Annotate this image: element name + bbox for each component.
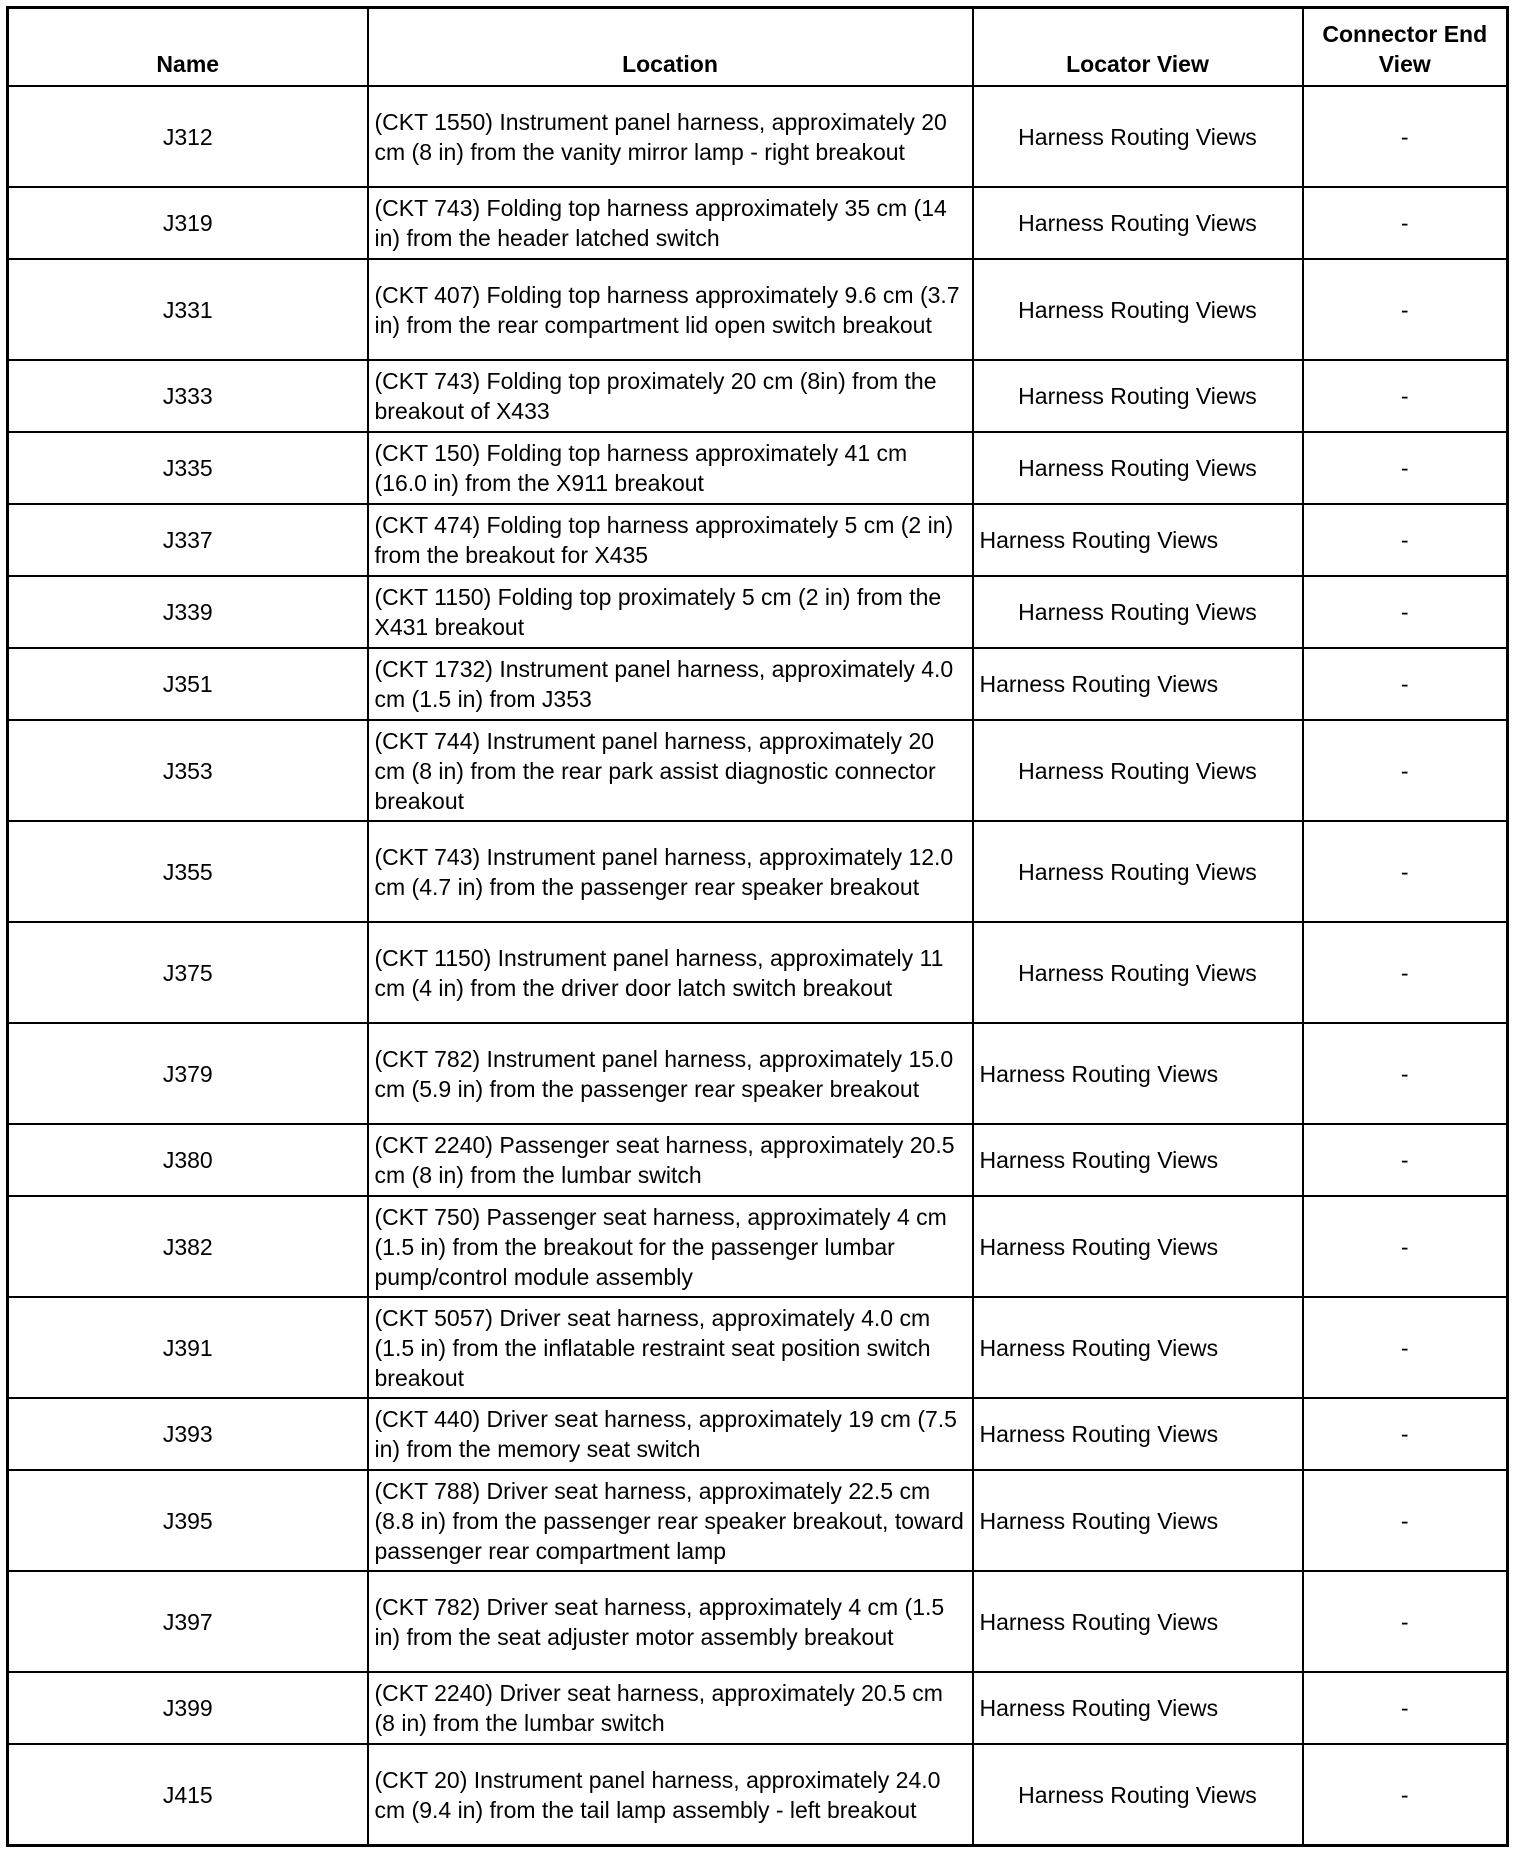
cell-connector-end-view: - xyxy=(1303,1672,1508,1744)
cell-connector-end-view: - xyxy=(1303,576,1508,648)
cell-location: (CKT 2240) Passenger seat harness, approximately 20.5 cm (8 in) from the lumbar switch xyxy=(368,1124,973,1196)
cell-locator-view: Harness Routing Views xyxy=(973,259,1303,360)
cell-locator-view: Harness Routing Views xyxy=(973,922,1303,1023)
table-row xyxy=(8,922,1508,1023)
cell-locator-view: Harness Routing Views xyxy=(973,1297,1303,1398)
cell-location: (CKT 744) Instrument panel harness, approximately 20 cm (8 in) from the rear park assist diagnostic connector breakout xyxy=(368,720,973,821)
table-row xyxy=(8,1470,1508,1571)
table-row xyxy=(8,1196,1508,1297)
cell-connector-end-view: - xyxy=(1303,432,1508,504)
cell-connector-end-view: - xyxy=(1303,504,1508,576)
cell-location: (CKT 20) Instrument panel harness, approximately 24.0 cm (9.4 in) from the tail lamp assembly - left breakout xyxy=(368,1744,973,1846)
cell-name: J335 xyxy=(8,432,368,504)
table-row xyxy=(8,576,1508,648)
cell-name: J333 xyxy=(8,360,368,432)
cell-location: (CKT 788) Driver seat harness, approximately 22.5 cm (8.8 in) from the passenger rear speaker breakout, toward passenger rear compartment lamp xyxy=(368,1470,973,1571)
cell-name: J399 xyxy=(8,1672,368,1744)
cell-name: J339 xyxy=(8,576,368,648)
cell-locator-view: Harness Routing Views xyxy=(973,648,1303,720)
cell-locator-view: Harness Routing Views xyxy=(973,720,1303,821)
cell-name: J393 xyxy=(8,1398,368,1470)
cell-name: J331 xyxy=(8,259,368,360)
table-row xyxy=(8,1398,1508,1470)
table-row xyxy=(8,720,1508,821)
cell-location: (CKT 743) Folding top harness approximately 35 cm (14 in) from the header latched switch xyxy=(368,187,973,259)
cell-location: (CKT 1732) Instrument panel harness, approximately 4.0 cm (1.5 in) from J353 xyxy=(368,648,973,720)
cell-location: (CKT 743) Instrument panel harness, approximately 12.0 cm (4.7 in) from the passenger rear speaker breakout xyxy=(368,821,973,922)
connector-table xyxy=(6,6,1509,1847)
cell-locator-view: Harness Routing Views xyxy=(973,360,1303,432)
cell-location: (CKT 1550) Instrument panel harness, approximately 20 cm (8 in) from the vanity mirror lamp - right breakout xyxy=(368,86,973,187)
cell-name: J397 xyxy=(8,1571,368,1672)
cell-connector-end-view: - xyxy=(1303,1196,1508,1297)
cell-locator-view: Harness Routing Views xyxy=(973,1124,1303,1196)
cell-connector-end-view: - xyxy=(1303,1297,1508,1398)
cell-connector-end-view: - xyxy=(1303,821,1508,922)
cell-location: (CKT 782) Driver seat harness, approximately 4 cm (1.5 in) from the seat adjuster motor assembly breakout xyxy=(368,1571,973,1672)
cell-connector-end-view: - xyxy=(1303,1023,1508,1124)
table-row xyxy=(8,360,1508,432)
table-row xyxy=(8,86,1508,187)
cell-locator-view: Harness Routing Views xyxy=(973,1470,1303,1571)
table-row xyxy=(8,648,1508,720)
cell-locator-view: Harness Routing Views xyxy=(973,1571,1303,1672)
cell-locator-view: Harness Routing Views xyxy=(973,432,1303,504)
header-location: Location xyxy=(368,8,973,87)
cell-name: J337 xyxy=(8,504,368,576)
cell-connector-end-view: - xyxy=(1303,922,1508,1023)
cell-locator-view: Harness Routing Views xyxy=(973,1672,1303,1744)
table-row xyxy=(8,259,1508,360)
cell-connector-end-view: - xyxy=(1303,187,1508,259)
cell-connector-end-view: - xyxy=(1303,1470,1508,1571)
cell-locator-view: Harness Routing Views xyxy=(973,187,1303,259)
table-row xyxy=(8,1571,1508,1672)
cell-connector-end-view: - xyxy=(1303,1124,1508,1196)
header-connector-end-view: Connector End View xyxy=(1303,8,1508,87)
cell-name: J351 xyxy=(8,648,368,720)
cell-locator-view: Harness Routing Views xyxy=(973,1744,1303,1846)
cell-locator-view: Harness Routing Views xyxy=(973,1398,1303,1470)
cell-location: (CKT 440) Driver seat harness, approximately 19 cm (7.5 in) from the memory seat switch xyxy=(368,1398,973,1470)
cell-connector-end-view: - xyxy=(1303,648,1508,720)
cell-location: (CKT 407) Folding top harness approximately 9.6 cm (3.7 in) from the rear compartment lid open switch breakout xyxy=(368,259,973,360)
cell-name: J355 xyxy=(8,821,368,922)
header-locator-view: Locator View xyxy=(973,8,1303,87)
table-row xyxy=(8,1672,1508,1744)
cell-name: J395 xyxy=(8,1470,368,1571)
cell-location: (CKT 150) Folding top harness approximately 41 cm (16.0 in) from the X911 breakout xyxy=(368,432,973,504)
cell-locator-view: Harness Routing Views xyxy=(973,576,1303,648)
cell-locator-view: Harness Routing Views xyxy=(973,1023,1303,1124)
cell-connector-end-view: - xyxy=(1303,1571,1508,1672)
cell-name: J312 xyxy=(8,86,368,187)
table-row xyxy=(8,1297,1508,1398)
cell-connector-end-view: - xyxy=(1303,86,1508,187)
cell-connector-end-view: - xyxy=(1303,720,1508,821)
cell-location: (CKT 5057) Driver seat harness, approximately 4.0 cm (1.5 in) from the inflatable restraint seat position switch breakout xyxy=(368,1297,973,1398)
table-row xyxy=(8,504,1508,576)
cell-connector-end-view: - xyxy=(1303,1744,1508,1846)
cell-connector-end-view: - xyxy=(1303,1398,1508,1470)
cell-name: J391 xyxy=(8,1297,368,1398)
cell-location: (CKT 474) Folding top harness approximately 5 cm (2 in) from the breakout for X435 xyxy=(368,504,973,576)
cell-location: (CKT 750) Passenger seat harness, approximately 4 cm (1.5 in) from the breakout for the passenger lumbar pump/control module assembly xyxy=(368,1196,973,1297)
cell-locator-view: Harness Routing Views xyxy=(973,821,1303,922)
cell-name: J353 xyxy=(8,720,368,821)
cell-location: (CKT 2240) Driver seat harness, approximately 20.5 cm (8 in) from the lumbar switch xyxy=(368,1672,973,1744)
table-row xyxy=(8,187,1508,259)
header-name: Name xyxy=(8,8,368,87)
document-sheet xyxy=(6,6,1509,1847)
cell-name: J382 xyxy=(8,1196,368,1297)
table-row xyxy=(8,1744,1508,1846)
cell-location: (CKT 1150) Folding top proximately 5 cm (2 in) from the X431 breakout xyxy=(368,576,973,648)
cell-locator-view: Harness Routing Views xyxy=(973,86,1303,187)
cell-name: J319 xyxy=(8,187,368,259)
table-row xyxy=(8,432,1508,504)
table-row xyxy=(8,821,1508,922)
cell-connector-end-view: - xyxy=(1303,360,1508,432)
table-header-row xyxy=(8,8,1508,87)
table-row xyxy=(8,1124,1508,1196)
cell-location: (CKT 1150) Instrument panel harness, approximately 11 cm (4 in) from the driver door latch switch breakout xyxy=(368,922,973,1023)
cell-locator-view: Harness Routing Views xyxy=(973,504,1303,576)
table-row xyxy=(8,1023,1508,1124)
cell-name: J380 xyxy=(8,1124,368,1196)
cell-location: (CKT 782) Instrument panel harness, approximately 15.0 cm (5.9 in) from the passenger rear speaker breakout xyxy=(368,1023,973,1124)
cell-connector-end-view: - xyxy=(1303,259,1508,360)
cell-name: J415 xyxy=(8,1744,368,1846)
cell-name: J375 xyxy=(8,922,368,1023)
cell-location: (CKT 743) Folding top proximately 20 cm (8in) from the breakout of X433 xyxy=(368,360,973,432)
cell-locator-view: Harness Routing Views xyxy=(973,1196,1303,1297)
cell-name: J379 xyxy=(8,1023,368,1124)
